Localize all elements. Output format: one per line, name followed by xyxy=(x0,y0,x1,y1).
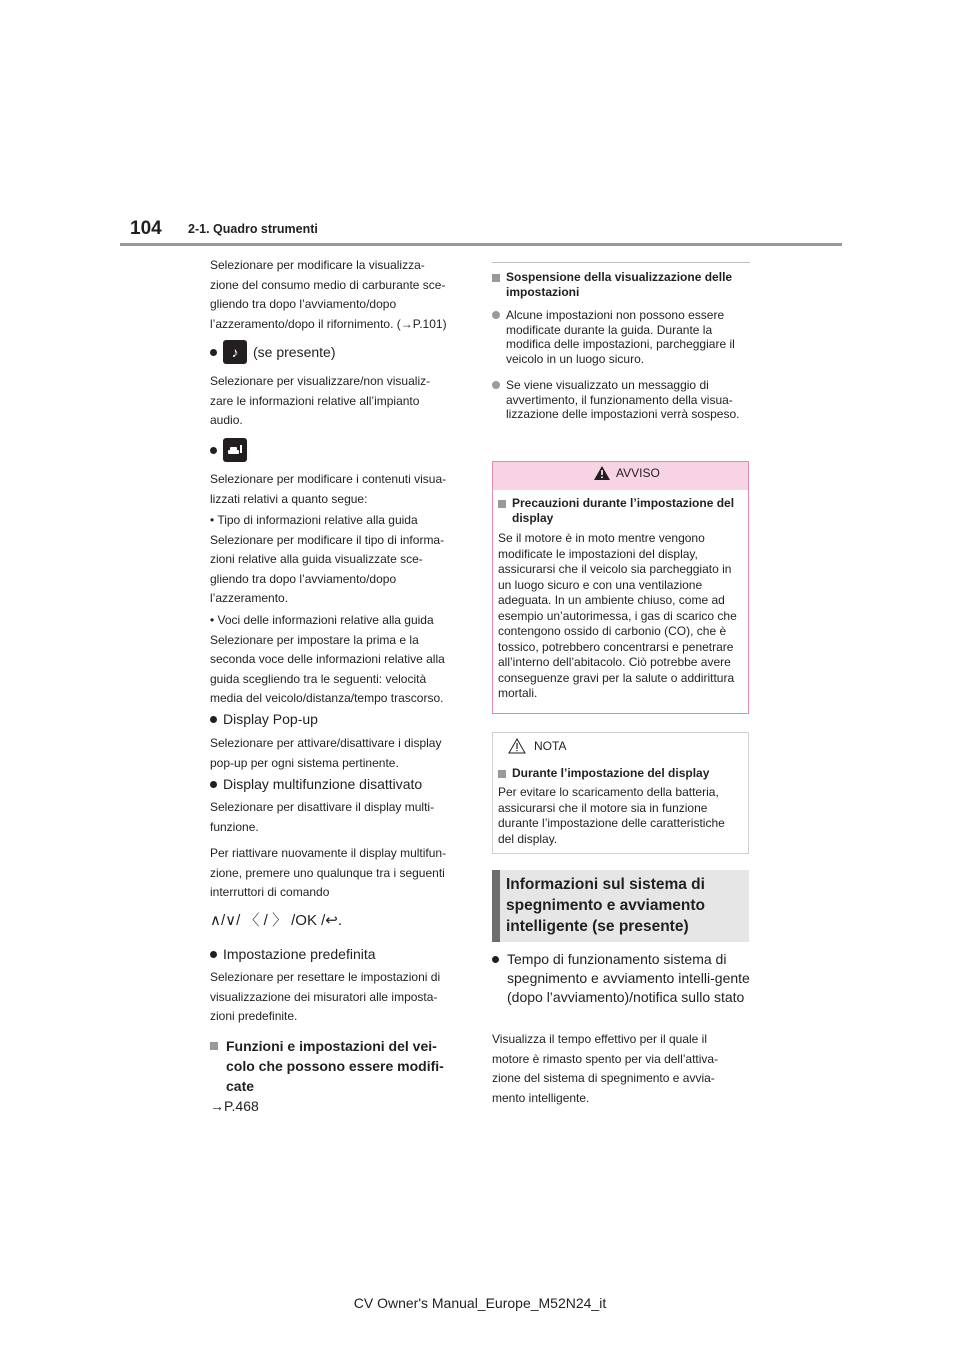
section-title: 2-1. Quadro strumenti xyxy=(188,222,318,236)
bullet-icon xyxy=(492,956,499,963)
popup-desc: Selezionare per attivare/disattivare i display pop-up per ogni sistema pertinente. xyxy=(210,736,442,770)
tempo-desc: Visualizza il tempo effettivo per il quale il motore è rimasto spento per via dell’attiva- zione del sistema di spegnimento e avvia- mento intelligente. xyxy=(492,1032,719,1105)
right-top-rule xyxy=(492,262,750,263)
square-bullet-icon xyxy=(498,500,506,508)
warning-label-row: AVVISO xyxy=(594,466,660,480)
default-item: Impostazione predefinita xyxy=(210,946,376,962)
functions-ref[interactable]: →P.468 xyxy=(210,1098,259,1114)
switch-list: ∧/∨/ 〈 / 〉 /OK /↩. xyxy=(210,912,343,929)
warning-title: Precauzioni durante l’impostazione del display xyxy=(498,496,738,525)
header-rule xyxy=(120,243,842,246)
bullet-icon xyxy=(210,716,217,723)
note-title: Durante l’impostazione del display xyxy=(498,766,738,781)
square-bullet-icon xyxy=(498,770,506,778)
multi-item: Display multifunzione disattivato xyxy=(210,776,422,792)
drive-sub1: • Tipo di informazioni relative alla guida Selezionare per modificare il tipo di informa- zioni relative alla guida visualizzate sce- gliendo tra dopo l’avviamento/dopo l’azzeramento. xyxy=(210,513,445,605)
drive-desc: Selezionare per modificare i contenuti visua- lizzati relativi a quanto segue: xyxy=(210,472,447,506)
bullet-icon xyxy=(210,951,217,958)
multi-desc: Selezionare per disattivare il display multi- funzione. xyxy=(210,800,435,834)
page-number: 104 xyxy=(130,218,162,239)
info-heading: Informazioni sul sistema di spegnimento e avviamento intelligente (se presente) xyxy=(506,876,705,935)
suspension-bullet-1: Alcune impostazioni non possono essere modificate durante la guida. Durante la modifica delle impostazioni, parcheggiare il veicolo in un luogo sicuro. xyxy=(492,308,750,366)
info-heading-bar xyxy=(492,870,500,942)
drive-info-item xyxy=(210,438,247,462)
note-label-row: NOTA xyxy=(508,738,566,754)
popup-item: Display Pop-up xyxy=(210,711,318,727)
bullet-icon xyxy=(210,349,217,356)
bullet-icon xyxy=(492,381,500,389)
multi-desc2: Per riattivare nuovamente il display multifun- zione, premere uno qualunque tra i seguenti interruttori di comando xyxy=(210,846,447,899)
bullet-icon xyxy=(210,447,217,454)
audio-item: ♪ (se presente) xyxy=(210,340,335,364)
square-bullet-icon xyxy=(492,274,500,282)
square-bullet-icon xyxy=(210,1042,218,1050)
suspension-heading: Sospensione della visualizzazione delle impostazioni xyxy=(492,270,750,299)
tempo-item: Tempo di funzionamento sistema di spegnimento e avviamento intelli-gente (dopo l’avviamento)/notifica sullo stato xyxy=(492,950,750,1007)
audio-desc: Selezionare per visualizzare/non visualiz- zare le informazioni relative all’impianto audio. xyxy=(210,374,431,427)
note-text: Per evitare lo scaricamento della batteria, assicurarsi che il motore sia in funzione durante l’impostazione delle caratteristiche del display. xyxy=(498,785,725,846)
caution-triangle-icon xyxy=(508,738,526,754)
warning-triangle-icon xyxy=(594,466,610,480)
footer-text: CV Owner's Manual_Europe_M52N24_it xyxy=(353,1295,607,1311)
functions-heading: Funzioni e impostazioni del vei- colo che possono essere modifi- cate xyxy=(210,1036,460,1096)
drive-sub2: • Voci delle informazioni relative alla guida Selezionare per impostare la prima e la seconda voce delle informazioni relative alla guida scegliendo tra le seguenti: velocità media del veicolo/distanza/tempo trascorso. xyxy=(210,613,445,705)
bullet-icon xyxy=(492,311,500,319)
warning-text: Se il motore è in moto mentre vengono modificate le impostazioni del display, assicurarsi che il veicolo sia parcheggiato in un luogo sicuro e con una ventilazione adeguata. In un ambiente chiuso, come ad esempio un’autorimessa, i gas di scarico che contengono ossido di carbonio (CO), che è tossico, potrebbero concentrarsi e penetrare all’interno dell’abitacolo. Ciò potrebbe avere conseguenze gravi per la salute o addirittura mortali. xyxy=(498,531,737,700)
suspension-bullet-2: Se viene visualizzato un messaggio di avvertimento, il funzionamento della visua-lizzazione delle impostazioni verrà sospeso. xyxy=(492,378,750,422)
fuel-intro: Selezionare per modificare la visualizza- zione del consumo medio di carburante sce- gliendo tra dopo l’avviamento/dopo l’azzeramento/dopo il rifornimento. (→P.101) xyxy=(210,258,447,331)
default-desc: Selezionare per resettare le impostazioni di visualizzazione dei misuratori alle imposta- zioni predefinite. xyxy=(210,970,441,1023)
car-info-icon xyxy=(223,438,247,462)
bullet-icon xyxy=(210,781,217,788)
music-note-icon: ♪ xyxy=(223,340,247,364)
